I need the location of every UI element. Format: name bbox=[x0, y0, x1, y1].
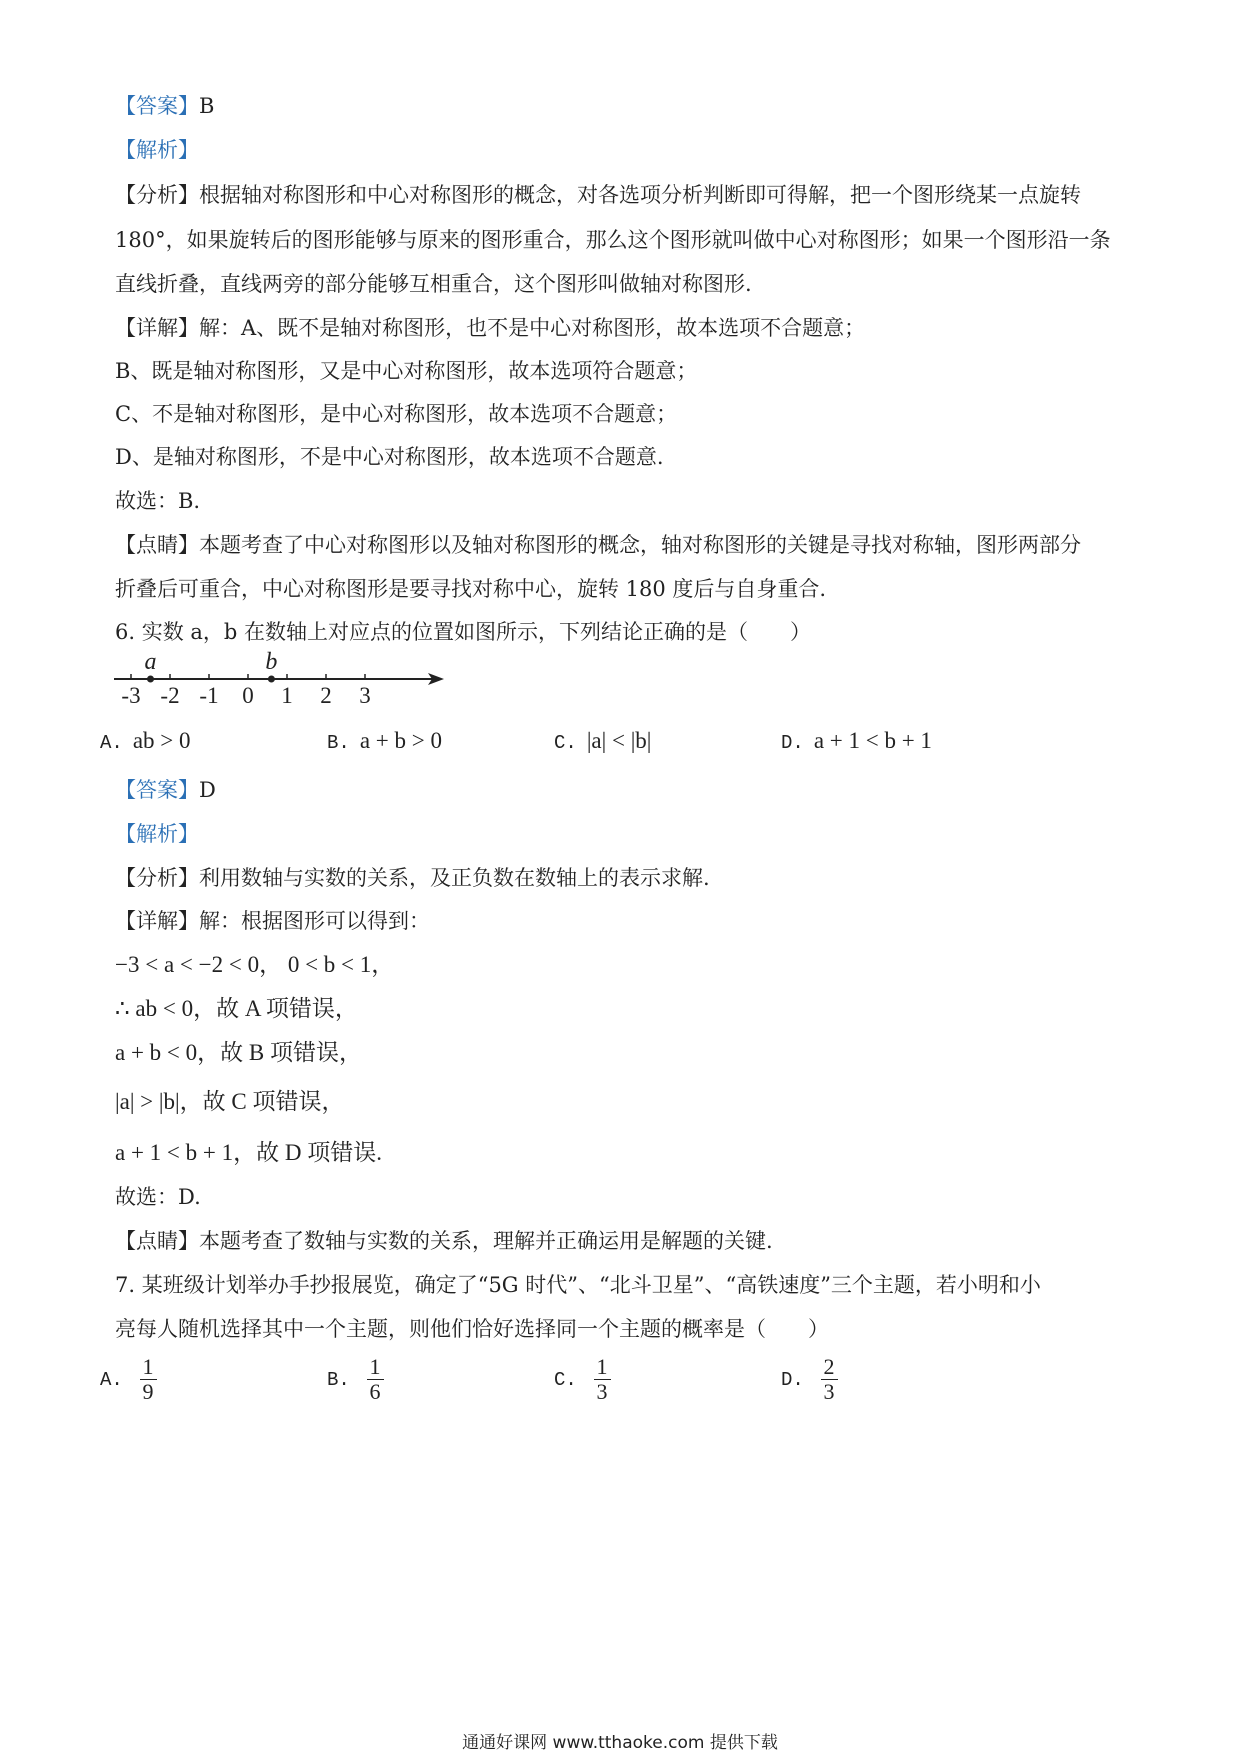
q6-step-4: |a| > |b|，故 C 项错误， bbox=[115, 1089, 345, 1114]
q6-option-a-label: A. bbox=[100, 732, 123, 754]
q7-option-b-label: B. bbox=[327, 1369, 350, 1391]
q5-xiangjie-4: D、是轴对称图形，不是中心对称图形，故本选项不合题意. bbox=[115, 445, 664, 469]
q5-answer: B bbox=[199, 94, 215, 118]
q7-option-c-num: 1 bbox=[594, 1355, 611, 1380]
q6-option-c-text: |a| < |b| bbox=[586, 728, 652, 753]
q7-option-a-num: 1 bbox=[140, 1355, 157, 1380]
q6-xiangjie: 【详解】解：根据图形可以得到： bbox=[115, 909, 430, 933]
q6-stem: 6. 实数 a，b 在数轴上对应点的位置如图所示，下列结论正确的是（ ） bbox=[115, 620, 812, 644]
q6-answer: D bbox=[199, 778, 216, 802]
q5-xiangjie-1: 【详解】解：A、既不是轴对称图形，也不是中心对称图形，故本选项不合题意； bbox=[115, 316, 866, 340]
q7-option-c-den: 3 bbox=[596, 1379, 608, 1404]
q5-xiangjie-2: B、既是轴对称图形，又是中心对称图形，故本选项符合题意； bbox=[115, 359, 698, 383]
q6-option-c-label: C. bbox=[554, 732, 577, 754]
q6-option-a-text: ab > 0 bbox=[132, 728, 191, 753]
q5-fenxi-2: 180°，如果旋转后的图形能够与原来的图形重合，那么这个图形就叫做中心对称图形；如果一个图形沿一条 bbox=[115, 228, 1111, 252]
number-line-tick-label: 0 bbox=[242, 683, 254, 708]
q6-option-d bbox=[781, 727, 932, 757]
q6-option-b-label: B. bbox=[327, 732, 350, 754]
q7-option-d bbox=[781, 1355, 838, 1404]
q6-analysis-tag: 【解析】 bbox=[115, 822, 199, 846]
number-line-tick-label: 3 bbox=[359, 683, 371, 708]
number-line-tick-label: -3 bbox=[121, 683, 141, 708]
q7-option-a-fraction bbox=[140, 1355, 157, 1404]
q6-choose: 故选：D. bbox=[115, 1185, 201, 1209]
q7-option-c-label: C. bbox=[554, 1369, 577, 1391]
q5-answer-tag: 【答案】 bbox=[115, 94, 199, 118]
q7-stem-1: 7. 某班级计划举办手抄报展览，确定了“5G 时代”、“北斗卫星”、“高铁速度”三个主题，若小明和小 bbox=[115, 1273, 1041, 1297]
point-b-dot bbox=[268, 676, 275, 683]
q6-dianjing: 【点睛】本题考查了数轴与实数的关系，理解并正确运用是解题的关键. bbox=[115, 1229, 773, 1253]
q7-option-a-den: 9 bbox=[142, 1379, 154, 1404]
q6-step-2: ∴ ab < 0，故 A 项错误， bbox=[115, 996, 358, 1021]
q5-choose: 故选：B. bbox=[115, 489, 201, 513]
q6-step-1: −3 < a < −2 < 0， 0 < b < 1， bbox=[115, 952, 395, 977]
number-line-tick-label: -1 bbox=[199, 683, 219, 708]
q5-fenxi-1: 【分析】根据轴对称图形和中心对称图形的概念，对各选项分析判断即可得解，把一个图形绕某一点旋转 bbox=[115, 183, 1081, 207]
q6-option-d-label: D. bbox=[781, 732, 804, 754]
q5-answer-line bbox=[115, 92, 214, 120]
q6-fenxi: 【分析】利用数轴与实数的关系，及正负数在数轴上的表示求解. bbox=[115, 866, 710, 890]
q7-option-d-label: D. bbox=[781, 1369, 804, 1391]
q7-stem-2: 亮每人随机选择其中一个主题，则他们恰好选择同一个主题的概率是（ ） bbox=[115, 1317, 829, 1341]
q6-option-a bbox=[100, 727, 191, 757]
q6-option-c bbox=[554, 727, 651, 757]
q7-option-c-fraction bbox=[594, 1355, 611, 1404]
q7-option-d-den: 3 bbox=[823, 1379, 835, 1404]
q5-dianjing-1: 【点睛】本题考查了中心对称图形以及轴对称图形的概念，轴对称图形的关键是寻找对称轴，图形两部分 bbox=[115, 533, 1081, 557]
q5-dianjing-2: 折叠后可重合，中心对称图形是要寻找对称中心，旋转 180 度后与自身重合. bbox=[115, 577, 827, 601]
number-line-tick-label: 2 bbox=[320, 683, 332, 708]
q6-option-b-text: a + b > 0 bbox=[359, 728, 442, 753]
q6-option-d-text: a + 1 < b + 1 bbox=[813, 728, 932, 753]
q6-option-b bbox=[327, 727, 442, 757]
point-b-label: b bbox=[265, 649, 278, 675]
q7-option-b-fraction bbox=[367, 1355, 384, 1404]
q7-option-b bbox=[327, 1355, 384, 1404]
q5-xiangjie-3: C、不是轴对称图形，是中心对称图形，故本选项不合题意； bbox=[115, 402, 678, 426]
q6-answer-line bbox=[115, 776, 216, 804]
q7-option-c bbox=[554, 1355, 611, 1404]
number-line-figure bbox=[110, 645, 450, 715]
point-a-label: a bbox=[144, 649, 157, 675]
q6-answer-tag: 【答案】 bbox=[115, 778, 199, 802]
q7-option-b-den: 6 bbox=[369, 1379, 381, 1404]
q5-fenxi-3: 直线折叠，直线两旁的部分能够互相重合，这个图形叫做轴对称图形. bbox=[115, 272, 752, 296]
number-line-tick-label: 1 bbox=[281, 683, 293, 708]
q7-option-b-num: 1 bbox=[367, 1355, 384, 1380]
point-a-dot bbox=[147, 676, 154, 683]
q7-option-d-fraction bbox=[821, 1355, 838, 1404]
q7-option-d-num: 2 bbox=[821, 1355, 838, 1380]
q7-option-a bbox=[100, 1355, 157, 1404]
number-line-tick-label: -2 bbox=[160, 683, 180, 708]
q5-analysis-tag: 【解析】 bbox=[115, 138, 199, 162]
q6-step-3: a + b < 0，故 B 项错误， bbox=[115, 1040, 362, 1065]
page-footer: 通通好课网 www.tthaoke.com 提供下载 bbox=[462, 1733, 778, 1753]
q7-option-a-label: A. bbox=[100, 1369, 123, 1391]
q6-step-5: a + 1 < b + 1，故 D 项错误. bbox=[115, 1140, 382, 1165]
